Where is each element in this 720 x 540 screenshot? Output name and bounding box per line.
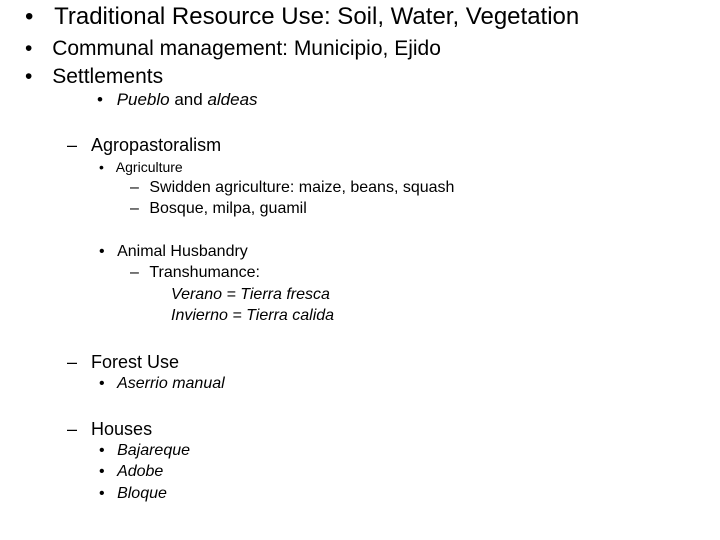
bullet-marker: • — [25, 3, 34, 30]
bullet-text: Traditional Resource Use: Soil, Water, Vegetation — [54, 3, 580, 30]
bullet-adobe — [99, 464, 163, 480]
dash-text: Houses — [91, 419, 153, 439]
dash-marker: – — [130, 179, 139, 196]
text-invierno: Invierno = Tierra calida — [171, 307, 335, 324]
bullet-bajareque — [99, 443, 190, 459]
text-verano: Verano = Tierra fresca — [171, 286, 330, 303]
bullet-text: Bajareque — [117, 442, 191, 459]
dash-text: Transhumance: — [149, 264, 260, 281]
dash-marker: – — [67, 419, 78, 439]
bullet-text: Bloque — [117, 485, 167, 502]
bullet-text: Pueblo and aldeas — [116, 90, 258, 109]
bullet-settlements — [25, 66, 163, 87]
bullet-traditional-resource-use — [25, 5, 579, 29]
bullet-text: Agriculture — [115, 159, 183, 175]
dash-forest-use — [67, 353, 179, 371]
bullet-marker: • — [99, 463, 105, 480]
dash-text: Forest Use — [91, 352, 180, 372]
bullet-text: Settlements — [52, 65, 164, 88]
dash-marker: – — [67, 135, 78, 155]
bullet-agriculture — [99, 160, 183, 174]
dash-marker: – — [67, 352, 78, 372]
bullet-marker: • — [97, 90, 103, 109]
dash-marker: – — [130, 264, 139, 281]
bullet-aserrio-manual — [99, 376, 225, 392]
bullet-text: Aserrio manual — [117, 375, 225, 392]
bullet-bloque — [99, 486, 167, 502]
bullet-text: Adobe — [117, 463, 164, 480]
bullet-marker: • — [25, 65, 33, 88]
dash-marker: – — [130, 200, 139, 217]
bullet-marker: • — [99, 375, 105, 392]
bullet-marker: • — [99, 485, 105, 502]
dash-agropastoralism — [67, 136, 221, 154]
dash-houses — [67, 420, 152, 438]
bullet-text: Animal Husbandry — [117, 243, 248, 260]
bullet-text: Communal management: Municipio, Ejido — [52, 37, 441, 60]
dash-bosque-milpa-guamil — [130, 201, 307, 217]
bullet-marker: • — [99, 442, 105, 459]
bullet-pueblo-aldeas — [97, 91, 258, 108]
dash-text: Bosque, milpa, guamil — [149, 200, 307, 217]
bullet-marker: • — [99, 159, 104, 175]
dash-text: Agropastoralism — [91, 135, 222, 155]
dash-text: Swidden agriculture: maize, beans, squash — [149, 179, 455, 196]
dash-transhumance — [130, 265, 260, 281]
dash-swidden-agriculture — [130, 180, 454, 196]
bullet-marker: • — [99, 243, 105, 260]
bullet-communal-management — [25, 38, 441, 59]
bullet-marker: • — [25, 37, 33, 60]
bullet-animal-husbandry — [99, 244, 248, 260]
